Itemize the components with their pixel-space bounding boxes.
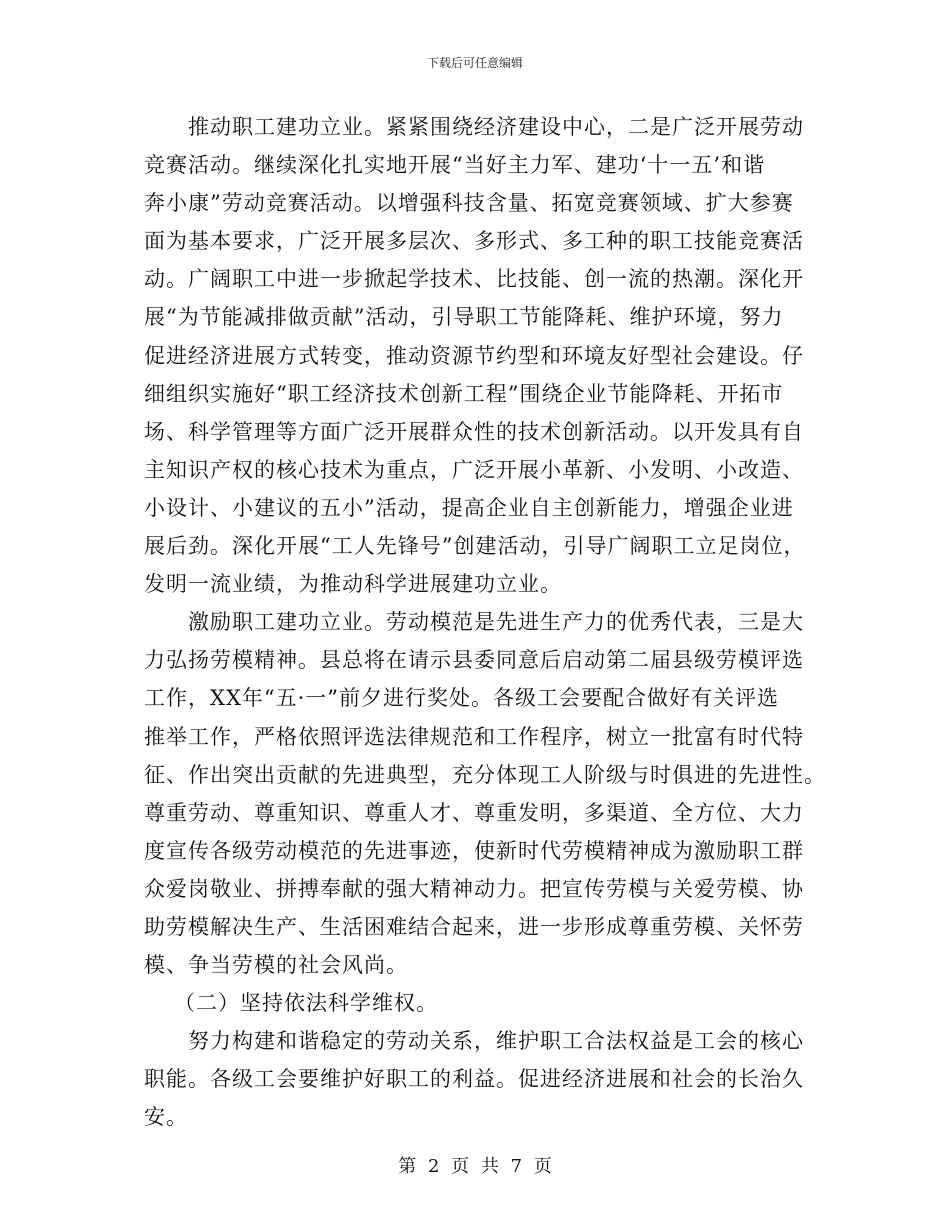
text-line: 场、科学管理等方面广泛开展群众性的技术创新活动。以开发具有自 — [144, 419, 804, 444]
document-body — [144, 108, 826, 1137]
page-number: 第 2 页 共 7 页 — [398, 1156, 552, 1177]
text-line: 助劳模解决生产、生活困难结合起来，进一步形成尊重劳模、关怀劳 — [144, 914, 804, 939]
section-heading: （二）坚持依法科学维权。 — [174, 991, 438, 1016]
text-line: 小设计、小建议的五小”活动，提高企业自主创新能力，增强企业进 — [144, 495, 794, 520]
text-line: 展“为节能减排做贡献”活动，引导职工节能降耗、维护环境，努力 — [144, 305, 784, 330]
text-line: 激励职工建功立业。劳动模范是先进生产力的优秀代表，三是大 — [188, 610, 804, 635]
text-line: 推举工作，严格依照评选法律规范和工作程序，树立一批富有时代特 — [144, 724, 804, 749]
text-line: 度宣传各级劳动模范的先进事迹，使新时代劳模精神成为激励职工群 — [144, 838, 804, 863]
text-line: 力弘扬劳模精神。县总将在请示县委同意后启动第二届县级劳模评选 — [144, 648, 804, 673]
text-line: 促进经济进展方式转变，推动资源节约型和环境友好型社会建设。仔 — [144, 343, 804, 368]
text-line: 推动职工建功立业。紧紧围绕经济建设中心，二是广泛开展劳动 — [188, 115, 804, 139]
text-line: 发明一流业绩，为推动科学进展建功立业。 — [144, 572, 562, 597]
text-line: 征、作出突出贡献的先进典型，充分体现工人阶级与时俱进的先进性。 — [144, 762, 826, 787]
text-line: 奔小康”劳动竞赛活动。以增强科技含量、拓宽竞赛领域、扩大参赛 — [144, 191, 794, 216]
text-line: 展后劲。深化开展“工人先锋号”创建活动，引导广阔职工立足岗位， — [144, 534, 806, 559]
text-line: 模、争当劳模的社会风尚。 — [144, 953, 408, 978]
text-line: 竞赛活动。继续深化扎实地开展“当好主力军、建功‘十一五’和谐 — [144, 153, 766, 178]
text-line: 职能。各级工会要维护好职工的利益。促进经济进展和社会的长治久 — [144, 1067, 804, 1092]
text-line: 动。广阔职工中进一步掀起学技术、比技能、创一流的热潮。深化开 — [144, 267, 804, 292]
text-line: 努力构建和谐稳定的劳动关系，维护职工合法权益是工会的核心 — [188, 1029, 804, 1054]
text-line: 工作，XX年“五·一”前夕进行奖处。各级工会要配合做好有关评选 — [144, 686, 780, 711]
text-line: 主知识产权的核心技术为重点，广泛开展小革新、小发明、小改造、 — [144, 457, 804, 482]
text-line: 尊重劳动、尊重知识、尊重人才、尊重发明，多渠道、全方位、大力 — [144, 800, 804, 825]
text-line: 细组织实施好“职工经济技术创新工程”围绕企业节能降耗、开拓市 — [144, 381, 784, 406]
text-line: 众爱岗敬业、拼搏奉献的强大精神动力。把宣传劳模与关爱劳模、协 — [144, 876, 804, 901]
text-line: 面为基本要求，广泛开展多层次、多形式、多工种的职工技能竞赛活 — [144, 229, 804, 254]
page-header: 下载后可任意编辑 — [426, 56, 523, 70]
text-line: 安。 — [144, 1105, 188, 1130]
